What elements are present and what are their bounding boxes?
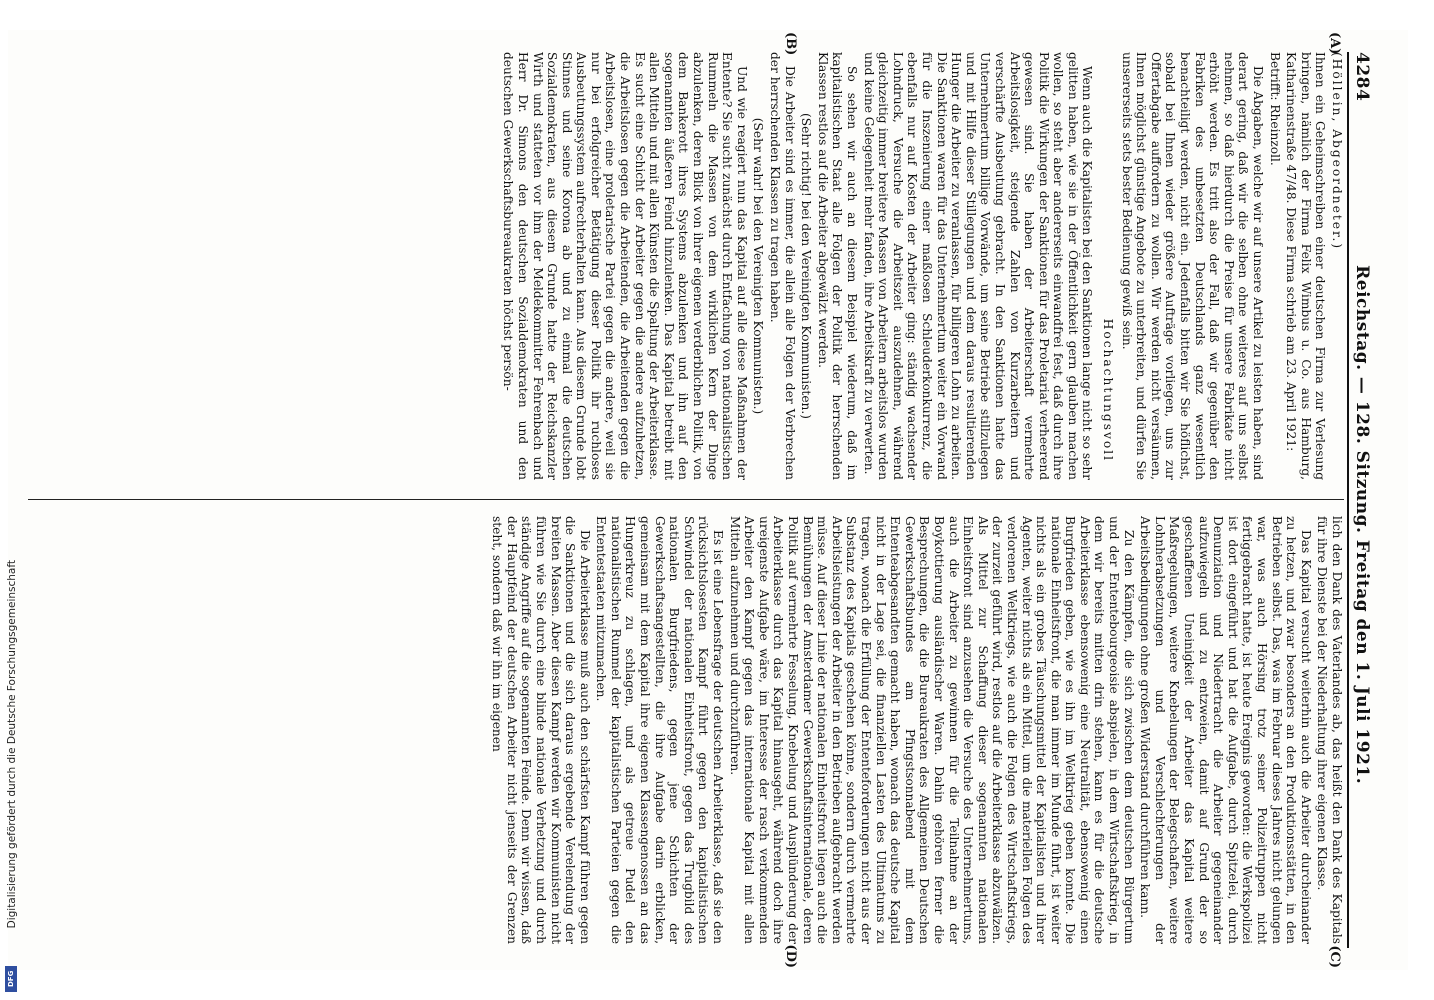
paragraph: Die Arbeiter sind es immer, die allein alle Folgen der Verbrechen der herrschenden Klassen zu tragen haben. — [768, 52, 797, 480]
margin-mark-a: (A) — [1327, 32, 1342, 55]
column-divider — [28, 499, 1344, 500]
paragraph: Es ist eine Lebensfrage der deutschen Arbeiterklasse, daß sie den rücksichtslosesten Kampf führt gegen den kapitalistischen Schwindel der nationalen Einheitsfront, gegen das Trugbild des nationalen Burgfriedens, gegen jene Schichten der Gewerkschaftsangestellten, die ihre Aufgabe darin erblicken, gemeinsam mit dem Kapital ihre eigenen Klassengenossen an das Hungerkreuz zu schlagen, und als getreue Pudel den nationalistischen Rummel der kapitalistischen Parteien gegen die Ententestaaten mitzumachen. — [594, 516, 726, 944]
page-header — [1347, 52, 1378, 948]
paragraph: Und wie reagiert nun das Kapital auf alle diese Maßnahmen der Entente? Sie sucht zunächst durch Entfachung von nationalistischen Rummeln die Massen von dem wirklichen Kern der Dinge abzulenken, deren Blick von ihrer eigenen verderblichen Politik, von dem Bankerott ihres Systems abzulenken und ihn auf den sogenannten äußeren Feind hinzulenken. Das Kapital betreibt mit allen Mitteln und mit allen Künsten die Spaltung der Arbeiterklasse. Es sucht eine Schicht der Arbeiter gegen die andere aufzuhetzen, die Arbeitslosen gegen die Arbeitenden, die Arbeitenden gegen die Arbeitslosen, eine proletarische Partei gegen die andere, weil sie nur bei erfolgreicher Betätigung dieser Politik ihr ruchloses Ausbeutungssystem aufrechterhalten kann. Aus diesem Grunde lobt Stinnes und seine Korona ab und zu einmal die deutschen Sozialdemokraten, aus diesem Grunde hatte der Reichskanzler Wirth und statteten vor ihm der Meldekommitter Fehrenbach und Herr Dr. Simons den deutschen Sozialdemokraten und den deutschen Gewerkschaftsbureaukraten höchst persön- — [501, 52, 749, 480]
paragraph: Zu den Kämpfen, die sich zwischen dem deutschen Bürgertum und der Ententebourgeoisie abspielen, in dem Wirtschaftskrieg, in dem wir bereits mitten drin stehen, kann es für die deutsche Arbeiterklasse ebensowenig eine Neutralität, ebensowenig einen Burgfrieden geben, wie es ihn im Weltkrieg geben konnte. Die nationale Einheitsfront, die man immer im Munde führt, ist weiter nichts als ein grobes Täuschungsmittel der Kapitalisten und ihrer Agenten, weiter nichts als ein Mittel, um die materiellen Folgen des verlorenen Weltkriegs, wie auch die Folgen des Wirtschaftskriegs, der zurzeit geführt wird, restlos auf die Arbeiterklasse abzuwälzen. Als Mittel zur Schaffung dieser sogenannten nationalen Einheitsfront sind anzusehen die Versuche des Unternehmertums, auch die Arbeiter zu gewinnen für die Teilnahme an der Boykottierung ausländischer Waren. Dahin gehören ferner die Besprechungen, die die Bureaukraten des Allgemeinen Deutschen Gewerkschaftsbundes am Pfingstsonnabend mit dem Ententeabgesandten gemacht haben, wonach das deutsche Kapital nicht in der Lage sei, die finanziellen Lasten des Ultimatums zu tragen, wonach die Erfüllung der Ententeforderungen nicht aus der Substanz des Kapitals geschehen könne, sondern durch vermehrte Arbeitsleistungen der Arbeiter in den Betrieben aufgebracht werden müsse. Auf dieser Linie der nationalen Einheitsfront liegen auch die Bemühungen der Amsterdamer Gewerkschaftsinternationale, deren Politik auf vermehrte Fesselung, Knebelung und Ausplünderung der Arbeiterklasse durch das Kapital hinausgeht, während doch ihre ureigenste Aufgabe wäre, im Interesse der rasch verkommenden Arbeiter den Kampf gegen das internationale Kapital mit allen Mitteln aufzunehmen und durchzuführen. — [727, 516, 1136, 944]
paragraph: lich den Dank des Vaterlandes ab, das heißt den Dank des Kapitals für ihre Dienste bei der Niederhaltung ihrer eigenen Klasse. — [1315, 516, 1344, 944]
left-column — [28, 52, 1344, 480]
document-page — [8, 30, 1408, 970]
margin-mark-c: (C) — [1327, 945, 1342, 968]
interjection: (Sehr richtig! bei den Vereinigten Kommunisten.) — [799, 112, 814, 420]
dfg-logo-icon: DFG — [5, 966, 17, 992]
right-column — [28, 516, 1344, 944]
paragraph: Die Arbeiterklasse muß auch den schärfsten Kampf führen gegen die Sanktionen und die sich daraus ergebende Verelendung der breiten Massen. Aber diesen Kampf werden wir Kommunisten nicht führen wie Sie durch eine blinde nationale Verhetzung und durch ständige Angriffe auf die sogenannten Feinde. Denn wir wissen, daß der Hauptfeind der deutschen Arbeiter nicht jenseits der Grenzen steht, sondern daß wir ihn im eigenen — [490, 516, 592, 944]
page-number: 4284 — [1352, 52, 1372, 102]
paragraph: Wenn auch die Kapitalisten bei den Sanktionen lange nicht so sehr gelitten haben, wie sie in der Öffentlichkeit gern glauben machen wollen, so steht aber andererseits einwandfrei fest, daß durch ihre Politik die Wirkungen der Sanktionen für das Proletariat verheerend gewesen sind. Sie haben der Arbeiterschaft vermehrte Arbeitslosigkeit, steigende Zahlen von Kurzarbeitern und verschärfte Ausbeutung gebracht. In den Sanktionen hatte das Unternehmertum billige Vorwände, um seine Betriebe stillzulegen und mit Hilfe dieser Stillegungen und dem daraus resultierenden Hunger die Arbeiter zu veranlassen, für billigeren Lohn zu arbeiten. Die Sanktionen waren für das Unternehmertum weiter ein Vorwand für die Inszenierung einer maßlosen Schleuderkonkurrenz, die ebenfalls nur auf Kosten der Arbeiter ging: ständig wachsender Lohndruck, Versuche die Arbeitszeit auszudehnen, während gleichzeitig immer breitere Massen von Arbeitern arbeitslos wurden und keine Gelegenheit mehr fanden, ihre Arbeitskraft zu verwerten. — [861, 52, 1095, 480]
letter-closing: Hochachtungsvoll — [1101, 318, 1116, 462]
margin-mark-b: (B) — [783, 32, 798, 56]
letter-subject: Betrifft: Rheinzoll. — [1267, 52, 1282, 166]
paragraph: Das Kapital versucht weiterhin auch die Arbeiter durcheinander zu hetzen, und zwar besonders an den Produktionsstätten, in den Betrieben selbst. Das, was im Februar dieses Jahres nicht gelungen war, was auch Hörsing trotz seiner Polizeitruppen nicht fertiggebracht hatte, ist heute Ereignis geworden: die Werkspolizei ist dort eingeführt und hat die Aufgabe, durch Spitzelei, durch Denunziation und Niedertracht die Arbeiter gegeneinander aufzuwiegeln und zu entzweien, damit auf Grund der so geschaffenen Uneinigkeit der Arbeiter das Kapital weitere Maßregelungen, weitere Knebelungen der Belegschaften, weitere Lohnherabsetzungen und Verschlechterungen der Arbeitsbedingungen ohne großen Widerstand durchführen kann. — [1138, 516, 1313, 944]
page-title: Reichstag. — 128. Sitzung. Freitag den 1. Juli 1921. — [1352, 265, 1372, 785]
paragraph: So sehen wir auch an diesem Beispiel wiederum, daß im kapitalistischen Staat alle Folgen der Politik der herrschenden Klassen restlos auf die Arbeiter abgewälzt werden. — [815, 52, 859, 480]
letter-body: Die Abgaben, welche wir auf unsere Artikel zu leisten haben, sind derart gering, daß wir die selben ohne weiteres auf uns selbst nehmen, so daß hierdurch die Preise für unsere Fabrikate nicht erhöht werden. Es tritt also der Fall, daß wir gegenüber den Fabriken des unbesetzten Deutschlands ganz wesentlich benachteiligt werden, nicht ein. Jedenfalls bitten wir Sie höflichst, sobald bei Ihnen wieder größere Aufträge vorliegen, uns zur Offertabgabe auffordern zu wollen. Wir werden nicht versäumen, Ihnen möglichst günstige Angebote zu unterbreiten, und dürfen Sie unsererseits stets bester Bedienung gewiß sein. — [1119, 52, 1266, 480]
interjection: (Sehr wahr! bei den Vereinigten Kommunisten.) — [751, 117, 766, 415]
margin-mark-d: (D) — [783, 944, 798, 968]
letter-intro: Ihnen ein Geheimschreiben einer deutschen Firma zur Verlesung bringen, nämlich der Firma Felix Wimbus u. Co. aus Hamburg, Katharinenstraße 47/48. Diese Firma schrieb am 23. April 1921: — [1284, 52, 1328, 480]
speaker-attribution: (Höllein, Abgeordneter.) — [1330, 52, 1344, 251]
digitization-credit: Digitalisierung gefördert durch die Deutsche Forschungsgemeinschaft — [6, 560, 18, 929]
